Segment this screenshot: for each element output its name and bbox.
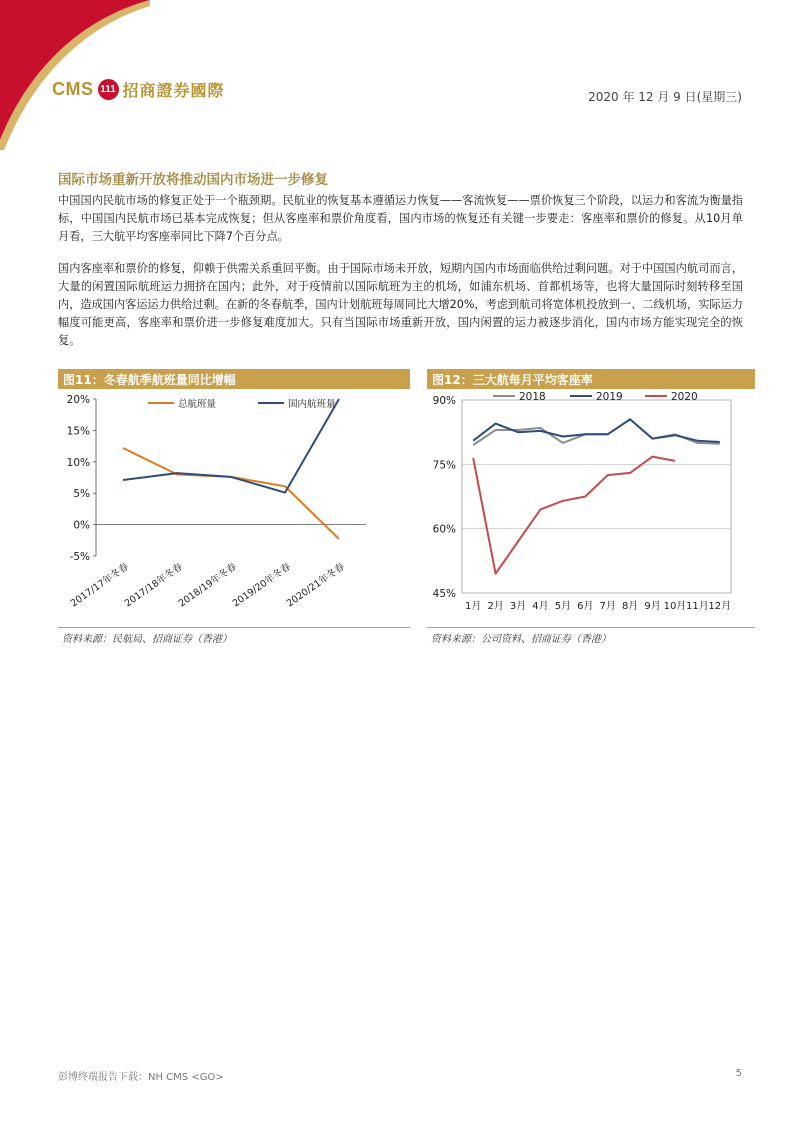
footer-bloomberg: 彭博终端报告下载：NH CMS <GO> — [58, 1072, 224, 1083]
x-tick-label: 2017/17年冬春 — [68, 561, 131, 610]
y-tick-label: 20% — [66, 394, 90, 406]
x-tick-label: 9月 — [644, 601, 661, 612]
figure-12-source: 资料来源：公司资料、招商证券（香港） — [431, 634, 611, 645]
page-number: 5 — [735, 1068, 742, 1079]
legend-label: 2020 — [671, 391, 698, 403]
x-tick-label: 2020/21年冬春 — [284, 561, 347, 610]
x-tick-label: 2018/19年冬春 — [176, 561, 239, 610]
legend-label: 2019 — [596, 391, 623, 403]
paragraph-1: 中国国内民航市场的修复正处于一个瓶颈期。民航业的恢复基本遵循运力恢复——客流恢复——票价恢复三个阶段，以运力和客流为衡量指标，中国国内民航市场已基本完成恢复；但从客座率和票价角度看，国内市场的恢复还有关键一步要走：客座率和票价的修复。从10月单月看，三大航平均客座率同比下降7个百分点。 — [58, 194, 743, 243]
x-tick-label: 2月 — [487, 601, 504, 612]
y-tick-label: 60% — [432, 523, 456, 536]
series-line-国内航班量 — [123, 399, 339, 493]
legend-label: 总航班量 — [178, 399, 217, 410]
x-tick-label: 3月 — [509, 601, 527, 612]
y-tick-label: 5% — [73, 488, 90, 501]
x-tick-label: 1月 — [465, 601, 482, 612]
legend-label: 国内航班量 — [288, 399, 336, 410]
y-tick-label: 15% — [66, 425, 90, 438]
y-tick-label: 10% — [66, 456, 90, 469]
brand-logo — [52, 76, 225, 102]
y-tick-label: 45% — [432, 588, 456, 600]
x-tick-label: 12月 — [708, 601, 732, 612]
logo-text-cn: 招商證券國際 — [122, 80, 225, 100]
figure-12-divider — [427, 627, 755, 628]
chart-load-factor — [427, 389, 755, 625]
y-tick-label: 75% — [432, 459, 456, 472]
report-date: 2020 年 12 月 9 日(星期三) — [588, 90, 742, 104]
x-tick-label: 8月 — [621, 601, 639, 612]
y-tick-label: 0% — [73, 519, 90, 532]
series-line-总航班量 — [123, 448, 339, 539]
logo-text-cms: CMS — [52, 78, 94, 99]
figure-12-title: 图12：三大航每月平均客座率 — [427, 369, 755, 389]
series-line-2020 — [473, 457, 675, 574]
y-tick-label: -5% — [69, 551, 90, 563]
x-tick-label: 2019/20年冬春 — [230, 561, 293, 610]
figure-11-source: 资料来源：民航局、招商证券（香港） — [62, 634, 232, 645]
paragraph-2: 国内客座率和票价的修复，仰赖于供需关系重回平衡。由于国际市场未开放，短期内国内市场面临供给过剩问题。对于中国国内航司而言，大量的闲置国际航班运力拥挤在国内；此外，对于疫情前以国际航班为主的机场，如浦东机场、首都机场等，也将大量国际时刻转移至国内，造成国内客运运力供给过剩。在新的冬春航季，国内计划航班每周同比大增20%，考虑到航司将宽体机投放到一、二线机场，实际运力幅度可能更高，客座率和票价进一步修复难度加大。只有当国际市场重新开放，国内闲置的运力被逐步消化，国内市场方能实现完全的恢复。 — [58, 262, 743, 347]
x-tick-label: 2017/18年冬春 — [122, 561, 185, 610]
figure-11-divider — [58, 627, 410, 628]
x-tick-label: 10月 — [663, 601, 687, 612]
x-tick-label: 5月 — [554, 601, 572, 612]
y-tick-label: 90% — [432, 395, 456, 407]
chart-flight-growth — [58, 389, 410, 625]
x-tick-label: 4月 — [532, 601, 549, 612]
section-title: 国际市场重新开放将推动国内市场进一步修复 — [58, 172, 328, 188]
figure-11-title: 图11：冬春航季航班量同比增幅 — [58, 369, 410, 389]
x-tick-label: 6月 — [577, 601, 594, 612]
corner-decoration — [0, 0, 150, 150]
series-line-2018 — [473, 419, 720, 445]
x-tick-label: 11月 — [686, 601, 709, 612]
logo-badge-icon: 111 — [98, 79, 119, 100]
x-tick-label: 7月 — [599, 601, 616, 612]
legend-label: 2018 — [519, 391, 546, 403]
